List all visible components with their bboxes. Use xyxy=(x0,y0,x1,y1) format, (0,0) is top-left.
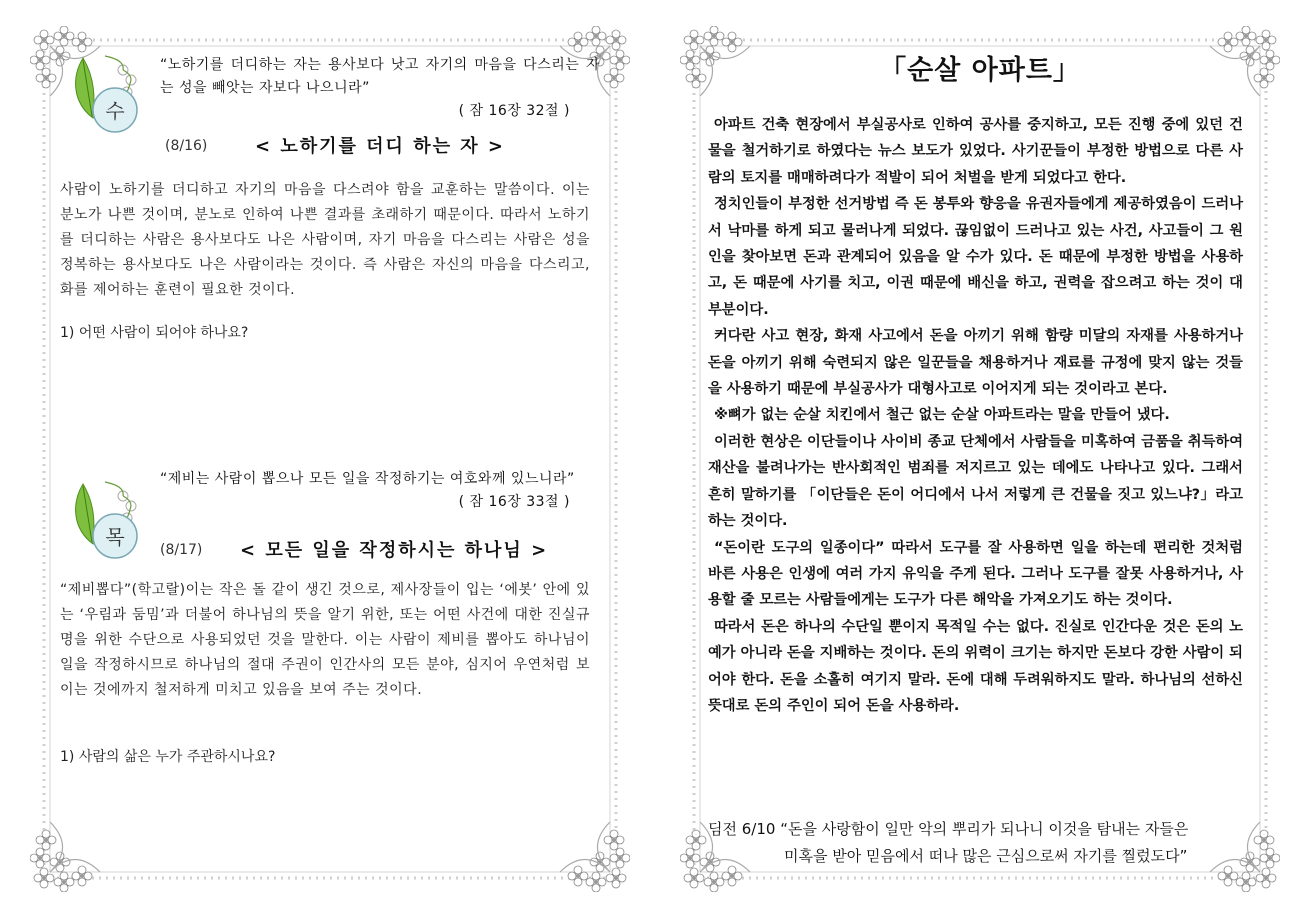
paragraph: “돈이란 도구의 일종이다” 따라서 도구를 잘 사용하면 일을 하는데 편리한 것처럼 바른 사용은 인생에 여러 가지 유익을 주게 된다. 그러나 도구를 잘못 사용하거나, 사용할 줄 모르는 사람들에게는 도구가 다른 해악을 가져오기도 하는 것이다. xyxy=(708,539,1243,609)
footer-verse-line: 미혹을 받아 믿음에서 떠나 많은 근심으로써 자기를 찔렀도다” xyxy=(784,847,1188,865)
day-label: 수 xyxy=(105,99,125,123)
body-text-wednesday: 사람이 노하기를 더디하고 자기의 마음을 다스려야 함을 교훈하는 말씀이다. 이는 분노가 나쁜 것이며, 분노로 인하여 나쁜 결과를 초래하기 때문이다. 따라서 노하기를 더디하는 사람은 용사보다도 나은 사람이며, 자기 마음을 다스리는 사람은 성을 정복하는 용사보다도 나은 사람이라는 것이다. 즉 사람은 자신의 마음을 다스리고, 화를 제어하는 훈련이 필요한 것이다. xyxy=(60,182,590,298)
section-title-thursday: < 모든 일을 작정하시는 하나님 > xyxy=(240,540,549,561)
day-badge-wednesday xyxy=(65,48,145,143)
footer-verse xyxy=(708,816,1253,870)
date-label-wednesday: (8/16) xyxy=(165,138,208,154)
verse-reference: ( 잠 16장 32절 ) xyxy=(458,103,570,119)
verse-quote-thursday: “제비는 사람이 뽑으나 모든 일을 작정하기는 여호와께 있느니라” ( 잠 16장 33절 ) xyxy=(160,468,600,514)
article-body xyxy=(708,112,1243,719)
footer-verse-line: 딤전 6/10 “돈을 사랑함이 일만 악의 뿌리가 되나니 이것을 탐내는 자들은 xyxy=(708,820,1189,838)
left-page xyxy=(30,26,630,892)
section-title-wednesday: < 노하기를 더디 하는 자 > xyxy=(255,136,505,157)
question-thursday: 1) 사람의 삶은 누가 주관하시나요? xyxy=(60,749,276,765)
corner-flower-icon xyxy=(30,822,100,892)
paragraph: ※뼈가 없는 순살 치킨에서 철근 없는 순살 아파트라는 말을 만들어 냈다. xyxy=(714,407,1170,424)
right-page xyxy=(680,26,1280,892)
day-label: 목 xyxy=(105,525,125,549)
paragraph: 이러한 현상은 이단들이나 사이비 종교 단체에서 사람들을 미혹하여 금품을 취득하여 재산을 불려나가는 반사회적인 범죄를 저지르고 있는 데에도 나타나고 있다. 그래서 흔히 말하기를 「이단들은 돈이 어디에서 나서 저렇게 큰 건물을 짓고 있느냐?」라고 하는 것이다. xyxy=(708,433,1243,530)
corner-flower-icon xyxy=(560,822,630,892)
date-label-thursday: (8/17) xyxy=(160,542,203,558)
paragraph: 커다란 사고 현장, 화재 사고에서 돈을 아끼기 위해 함량 미달의 자재를 사용하거나 돈을 아끼기 위해 숙련되지 않은 일꾼들을 채용하거나 재료를 규정에 맞지 않는 것들을 사용하기 때문에 부실공사가 대형사고로 이어지게 되는 것이라고 본다. xyxy=(708,328,1243,398)
verse-quote-wednesday: “노하기를 더디하는 자는 용사보다 낫고 자기의 마음을 다스리는 자는 성을 빼앗는 자보다 나으니라” ( 잠 16장 32절 ) xyxy=(160,54,600,123)
paragraph: 아파트 건축 현장에서 부실공사로 인하여 공사를 중지하고, 모든 진행 중에 있던 건물을 철거하기로 하였다는 뉴스 보도가 있었다. 사기꾼들이 부정한 방법으로 다른 사람의 토지를 매매하려다가 적발이 되어 처벌을 받게 되었다고 한다. xyxy=(708,117,1243,186)
lily-of-the-valley-icon xyxy=(65,48,145,143)
question-wednesday: 1) 어떤 사람이 되어야 하나요? xyxy=(60,325,249,341)
body-text-thursday: “제비뽑다”(학고랄)이는 작은 돌 같이 생긴 것으로, 제사장들이 입는 ‘에봇’ 안에 있는 ‘우림과 둠밈’과 더불어 하나님의 뜻을 알기 위한, 또는 어떤 사건에 대한 진실규명을 위한 수단으로 사용되었던 것을 말한다. 이는 사람이 제비를 뽑아도 하나님이 일을 작정하시므로 하나님의 절대 주권이 인간사의 모든 분야, 심지어 우연처럼 보이는 것에까지 철저하게 미치고 있음을 보여 주는 것이다. xyxy=(60,582,590,698)
verse-reference: ( 잠 16장 33절 ) xyxy=(458,494,570,510)
page-title: 「순살 아파트」 xyxy=(879,55,1081,86)
paragraph: 따라서 돈은 하나의 수단일 뿐이지 목적일 수는 없다. 진실로 인간다운 것은 돈의 노예가 아니라 돈을 지배하는 것이다. 돈의 위력이 크기는 하지만 돈보다 강한 사람이 되어야 한다. 돈을 소홀히 여기지 말라. 돈에 대해 두려워하지도 말라. 하나님의 선하신 뜻대로 돈의 주인이 되어 돈을 사용하라. xyxy=(708,618,1243,714)
day-badge-thursday xyxy=(65,474,145,569)
paragraph: 정치인들이 부정한 선거방법 즉 돈 봉투와 향응을 유권자들에게 제공하였음이 드러나서 낙마를 하게 되고 물러나게 되었다. 끊임없이 드러나고 있는 사건, 사고들이 그 원인을 찾아보면 돈과 관계되어 있음을 알 수가 있다. 돈 때문에 부정한 방법을 사용하고, 돈 때문에 사기를 치고, 이권 때문에 배신을 하고, 권력을 잡으려고 하는 것이 대부분이다. xyxy=(708,196,1243,318)
lily-of-the-valley-icon xyxy=(65,474,145,569)
